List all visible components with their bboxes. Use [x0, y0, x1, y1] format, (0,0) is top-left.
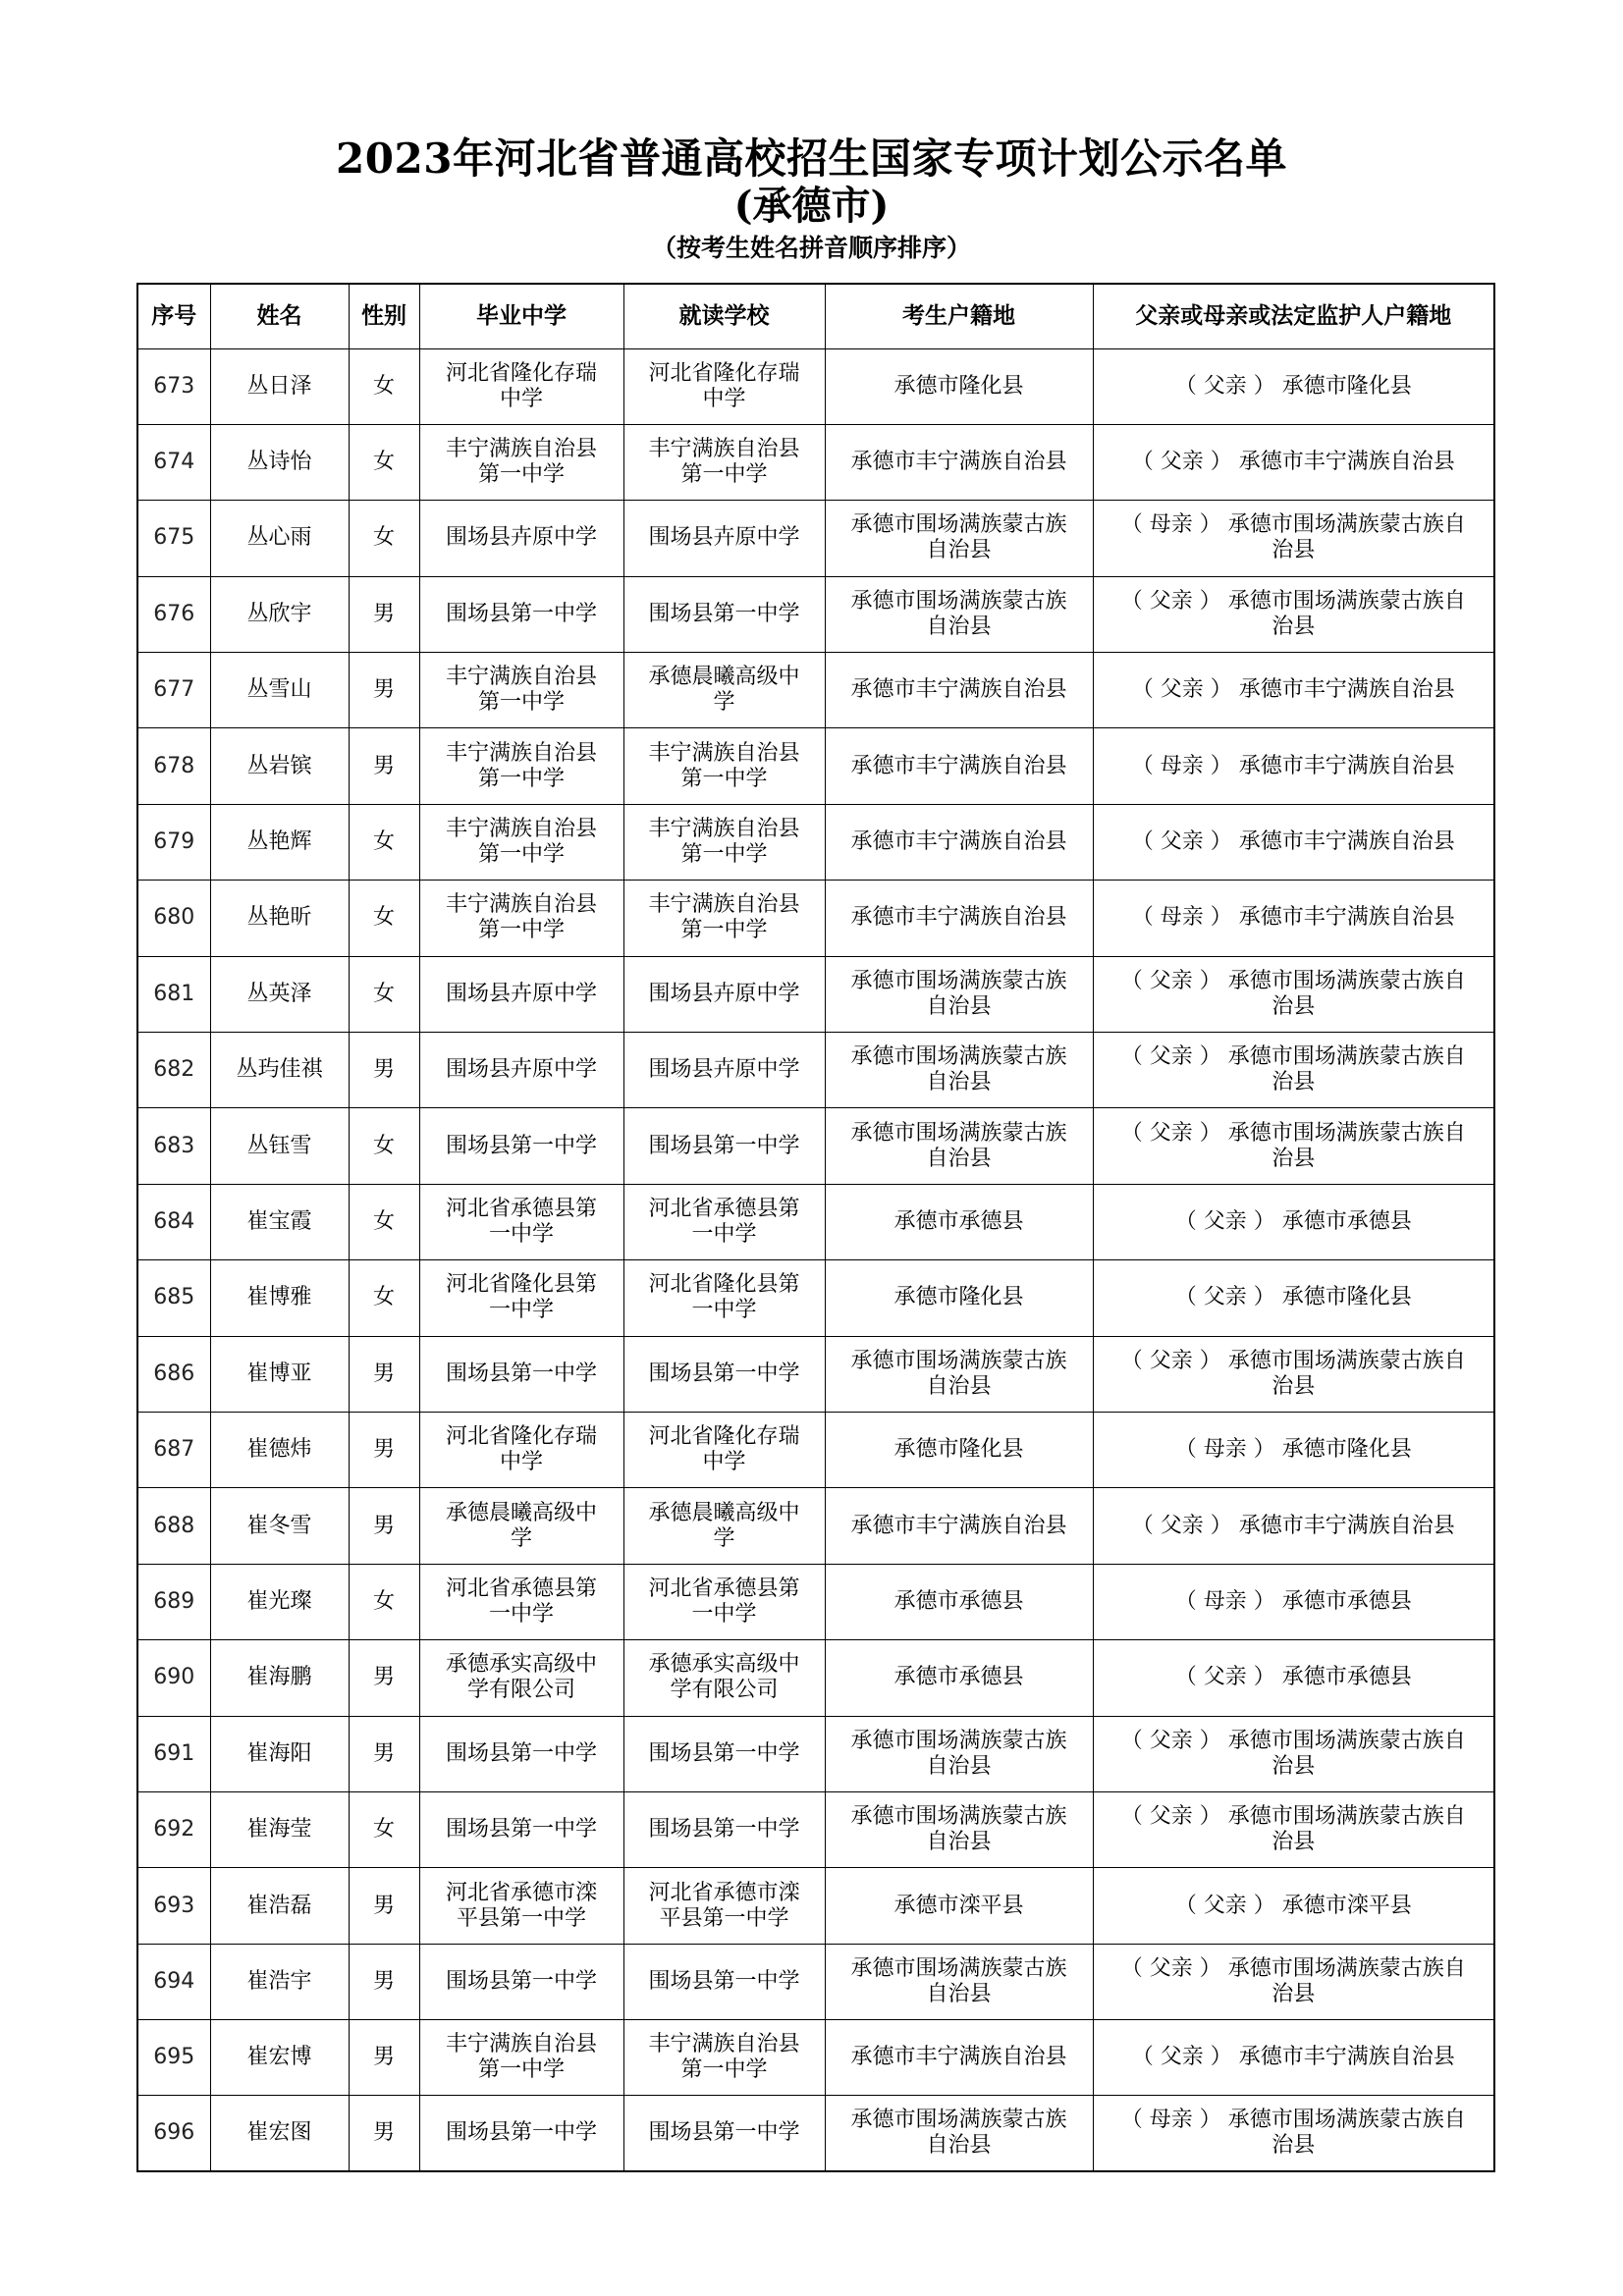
cell-name: 丛欣宇: [210, 576, 349, 652]
cell-gender: 女: [349, 881, 419, 956]
cell-student-hukou: 承德市承德县: [825, 1184, 1093, 1259]
header-gender: 性别: [349, 284, 419, 348]
cell-name: 丛英泽: [210, 956, 349, 1032]
header-name: 姓名: [210, 284, 349, 348]
cell-current-school: 河北省隆化县第一中学: [623, 1260, 825, 1336]
cell-current-school: 围场县第一中学: [623, 1716, 825, 1791]
cell-guardian-hukou: （ 父亲 ） 承德市丰宁满族自治县: [1093, 1488, 1494, 1564]
cell-student-hukou: 承德市丰宁满族自治县: [825, 881, 1093, 956]
cell-student-hukou: 承德市丰宁满族自治县: [825, 1488, 1093, 1564]
cell-gender: 女: [349, 1184, 419, 1259]
cell-gender: 女: [349, 1564, 419, 1639]
cell-gender: 男: [349, 2096, 419, 2171]
cell-no: 695: [137, 2020, 210, 2096]
admission-list-table: [136, 283, 1495, 2172]
cell-current-school: 围场县第一中学: [623, 1791, 825, 1867]
cell-gender: 女: [349, 804, 419, 880]
cell-no: 691: [137, 1716, 210, 1791]
cell-no: 676: [137, 576, 210, 652]
cell-graduated-school: 丰宁满族自治县第一中学: [419, 2020, 623, 2096]
cell-name: 崔宏博: [210, 2020, 349, 2096]
cell-current-school: 河北省隆化存瑞中学: [623, 348, 825, 424]
cell-graduated-school: 围场县第一中学: [419, 1336, 623, 1412]
cell-graduated-school: 围场县第一中学: [419, 1716, 623, 1791]
cell-guardian-hukou: （ 父亲 ） 承德市丰宁满族自治县: [1093, 653, 1494, 728]
cell-no: 688: [137, 1488, 210, 1564]
cell-gender: 女: [349, 424, 419, 500]
cell-name: 崔光璨: [210, 1564, 349, 1639]
cell-no: 674: [137, 424, 210, 500]
cell-no: 693: [137, 1868, 210, 1944]
cell-name: 崔海莹: [210, 1791, 349, 1867]
cell-no: 689: [137, 1564, 210, 1639]
table-row: [137, 1791, 1494, 1867]
cell-gender: 女: [349, 1108, 419, 1184]
cell-gender: 男: [349, 1944, 419, 2019]
table-row: [137, 1184, 1494, 1259]
cell-no: 692: [137, 1791, 210, 1867]
cell-no: 694: [137, 1944, 210, 2019]
cell-guardian-hukou: （ 父亲 ） 承德市围场满族蒙古族自治县: [1093, 1033, 1494, 1108]
cell-current-school: 围场县第一中学: [623, 1944, 825, 2019]
cell-current-school: 河北省承德县第一中学: [623, 1564, 825, 1639]
cell-graduated-school: 丰宁满族自治县第一中学: [419, 424, 623, 500]
cell-guardian-hukou: （ 父亲 ） 承德市围场满族蒙古族自治县: [1093, 956, 1494, 1032]
cell-current-school: 围场县第一中学: [623, 1108, 825, 1184]
table-row: [137, 1108, 1494, 1184]
cell-gender: 男: [349, 1716, 419, 1791]
cell-gender: 男: [349, 576, 419, 652]
cell-student-hukou: 承德市丰宁满族自治县: [825, 2020, 1093, 2096]
table-row: [137, 2020, 1494, 2096]
cell-no: 696: [137, 2096, 210, 2171]
table-header-row: [137, 284, 1494, 348]
cell-student-hukou: 承德市围场满族蒙古族自治县: [825, 956, 1093, 1032]
cell-gender: 女: [349, 501, 419, 576]
sort-order-note: （按考生姓名拼音顺序排序）: [651, 234, 971, 262]
table-row: [137, 1640, 1494, 1716]
cell-current-school: 围场县第一中学: [623, 2096, 825, 2171]
cell-guardian-hukou: （ 父亲 ） 承德市隆化县: [1093, 348, 1494, 424]
cell-gender: 女: [349, 1260, 419, 1336]
table-row: [137, 424, 1494, 500]
cell-current-school: 围场县第一中学: [623, 1336, 825, 1412]
cell-graduated-school: 承德承实高级中学有限公司: [419, 1640, 623, 1716]
cell-current-school: 丰宁满族自治县第一中学: [623, 728, 825, 804]
cell-guardian-hukou: （ 父亲 ） 承德市围场满族蒙古族自治县: [1093, 1336, 1494, 1412]
header-graduated-school: 毕业中学: [419, 284, 623, 348]
cell-no: 677: [137, 653, 210, 728]
table-row: [137, 653, 1494, 728]
cell-name: 丛日泽: [210, 348, 349, 424]
cell-name: 丛诗怡: [210, 424, 349, 500]
cell-name: 丛雪山: [210, 653, 349, 728]
cell-name: 崔宏图: [210, 2096, 349, 2171]
cell-graduated-school: 围场县第一中学: [419, 1944, 623, 2019]
cell-name: 崔德炜: [210, 1412, 349, 1487]
table-row: [137, 1868, 1494, 1944]
cell-gender: 男: [349, 2020, 419, 2096]
table-row: [137, 1564, 1494, 1639]
cell-guardian-hukou: （ 父亲 ） 承德市围场满族蒙古族自治县: [1093, 1716, 1494, 1791]
table-header: [137, 284, 1494, 348]
table-row: [137, 1033, 1494, 1108]
cell-graduated-school: 河北省隆化存瑞中学: [419, 1412, 623, 1487]
header-student-hukou: 考生户籍地: [825, 284, 1093, 348]
cell-current-school: 河北省承德市滦平县第一中学: [623, 1868, 825, 1944]
cell-current-school: 承德承实高级中学有限公司: [623, 1640, 825, 1716]
cell-graduated-school: 围场县卉原中学: [419, 1033, 623, 1108]
cell-graduated-school: 河北省隆化县第一中学: [419, 1260, 623, 1336]
table-row: [137, 728, 1494, 804]
table-row: [137, 956, 1494, 1032]
cell-guardian-hukou: （ 父亲 ） 承德市围场满族蒙古族自治县: [1093, 576, 1494, 652]
cell-graduated-school: 丰宁满族自治县第一中学: [419, 804, 623, 880]
cell-student-hukou: 承德市丰宁满族自治县: [825, 804, 1093, 880]
cell-current-school: 丰宁满族自治县第一中学: [623, 881, 825, 956]
table-row: [137, 1260, 1494, 1336]
cell-name: 丛钰雪: [210, 1108, 349, 1184]
cell-name: 丛玙佳祺: [210, 1033, 349, 1108]
cell-graduated-school: 河北省承德县第一中学: [419, 1184, 623, 1259]
document-subtitle-city: (承德市): [733, 183, 890, 229]
cell-current-school: 承德晨曦高级中学: [623, 653, 825, 728]
cell-graduated-school: 丰宁满族自治县第一中学: [419, 653, 623, 728]
cell-student-hukou: 承德市滦平县: [825, 1868, 1093, 1944]
table-row: [137, 576, 1494, 652]
cell-graduated-school: 河北省隆化存瑞中学: [419, 348, 623, 424]
cell-student-hukou: 承德市围场满族蒙古族自治县: [825, 501, 1093, 576]
cell-guardian-hukou: （ 母亲 ） 承德市丰宁满族自治县: [1093, 881, 1494, 956]
cell-no: 675: [137, 501, 210, 576]
cell-student-hukou: 承德市丰宁满族自治县: [825, 728, 1093, 804]
cell-no: 683: [137, 1108, 210, 1184]
cell-graduated-school: 承德晨曦高级中学: [419, 1488, 623, 1564]
cell-student-hukou: 承德市围场满族蒙古族自治县: [825, 2096, 1093, 2171]
cell-student-hukou: 承德市围场满族蒙古族自治县: [825, 1944, 1093, 2019]
cell-no: 679: [137, 804, 210, 880]
cell-student-hukou: 承德市围场满族蒙古族自治县: [825, 1336, 1093, 1412]
cell-current-school: 河北省隆化存瑞中学: [623, 1412, 825, 1487]
cell-guardian-hukou: （ 父亲 ） 承德市滦平县: [1093, 1868, 1494, 1944]
cell-current-school: 丰宁满族自治县第一中学: [623, 2020, 825, 2096]
cell-name: 崔博亚: [210, 1336, 349, 1412]
cell-gender: 男: [349, 1033, 419, 1108]
cell-current-school: 河北省承德县第一中学: [623, 1184, 825, 1259]
cell-current-school: 丰宁满族自治县第一中学: [623, 804, 825, 880]
table-row: [137, 348, 1494, 424]
cell-student-hukou: 承德市隆化县: [825, 348, 1093, 424]
cell-student-hukou: 承德市隆化县: [825, 1412, 1093, 1487]
cell-guardian-hukou: （ 父亲 ） 承德市隆化县: [1093, 1260, 1494, 1336]
cell-name: 丛岩镔: [210, 728, 349, 804]
cell-graduated-school: 围场县卉原中学: [419, 956, 623, 1032]
table-row: [137, 1716, 1494, 1791]
cell-guardian-hukou: （ 父亲 ） 承德市围场满族蒙古族自治县: [1093, 1791, 1494, 1867]
cell-current-school: 围场县卉原中学: [623, 956, 825, 1032]
cell-guardian-hukou: （ 父亲 ） 承德市围场满族蒙古族自治县: [1093, 1108, 1494, 1184]
cell-graduated-school: 围场县第一中学: [419, 576, 623, 652]
cell-guardian-hukou: （ 母亲 ） 承德市围场满族蒙古族自治县: [1093, 501, 1494, 576]
cell-guardian-hukou: （ 母亲 ） 承德市承德县: [1093, 1564, 1494, 1639]
cell-current-school: 承德晨曦高级中学: [623, 1488, 825, 1564]
cell-current-school: 围场县卉原中学: [623, 501, 825, 576]
cell-graduated-school: 围场县第一中学: [419, 1108, 623, 1184]
cell-name: 崔浩磊: [210, 1868, 349, 1944]
cell-guardian-hukou: （ 父亲 ） 承德市丰宁满族自治县: [1093, 804, 1494, 880]
cell-current-school: 丰宁满族自治县第一中学: [623, 424, 825, 500]
cell-no: 678: [137, 728, 210, 804]
table-row: [137, 501, 1494, 576]
cell-student-hukou: 承德市围场满族蒙古族自治县: [825, 1108, 1093, 1184]
cell-guardian-hukou: （ 父亲 ） 承德市围场满族蒙古族自治县: [1093, 1944, 1494, 2019]
cell-gender: 男: [349, 1640, 419, 1716]
cell-no: 684: [137, 1184, 210, 1259]
cell-graduated-school: 河北省承德县第一中学: [419, 1564, 623, 1639]
cell-guardian-hukou: （ 父亲 ） 承德市承德县: [1093, 1184, 1494, 1259]
cell-gender: 女: [349, 956, 419, 1032]
cell-guardian-hukou: （ 母亲 ） 承德市隆化县: [1093, 1412, 1494, 1487]
cell-current-school: 围场县卉原中学: [623, 1033, 825, 1108]
table-row: [137, 804, 1494, 880]
cell-student-hukou: 承德市围场满族蒙古族自治县: [825, 1791, 1093, 1867]
table-body: [137, 348, 1494, 2171]
cell-student-hukou: 承德市承德县: [825, 1640, 1093, 1716]
cell-guardian-hukou: （ 母亲 ） 承德市围场满族蒙古族自治县: [1093, 2096, 1494, 2171]
cell-gender: 男: [349, 728, 419, 804]
cell-no: 682: [137, 1033, 210, 1108]
cell-student-hukou: 承德市丰宁满族自治县: [825, 424, 1093, 500]
cell-graduated-school: 河北省承德市滦平县第一中学: [419, 1868, 623, 1944]
cell-gender: 男: [349, 1336, 419, 1412]
cell-guardian-hukou: （ 父亲 ） 承德市丰宁满族自治县: [1093, 2020, 1494, 2096]
cell-no: 685: [137, 1260, 210, 1336]
cell-graduated-school: 丰宁满族自治县第一中学: [419, 728, 623, 804]
cell-student-hukou: 承德市围场满族蒙古族自治县: [825, 1716, 1093, 1791]
cell-gender: 男: [349, 1488, 419, 1564]
cell-student-hukou: 承德市隆化县: [825, 1260, 1093, 1336]
cell-guardian-hukou: （ 父亲 ） 承德市丰宁满族自治县: [1093, 424, 1494, 500]
header-guardian-hukou: 父亲或母亲或法定监护人户籍地: [1093, 284, 1494, 348]
cell-no: 687: [137, 1412, 210, 1487]
table-row: [137, 1336, 1494, 1412]
cell-graduated-school: 围场县第一中学: [419, 1791, 623, 1867]
cell-no: 680: [137, 881, 210, 956]
cell-graduated-school: 丰宁满族自治县第一中学: [419, 881, 623, 956]
cell-name: 崔海阳: [210, 1716, 349, 1791]
cell-gender: 男: [349, 653, 419, 728]
cell-name: 崔浩宇: [210, 1944, 349, 2019]
table-row: [137, 1488, 1494, 1564]
cell-current-school: 围场县第一中学: [623, 576, 825, 652]
cell-no: 686: [137, 1336, 210, 1412]
cell-gender: 女: [349, 348, 419, 424]
table-row: [137, 1412, 1494, 1487]
cell-name: 崔冬雪: [210, 1488, 349, 1564]
cell-guardian-hukou: （ 母亲 ） 承德市丰宁满族自治县: [1093, 728, 1494, 804]
cell-no: 690: [137, 1640, 210, 1716]
cell-student-hukou: 承德市丰宁满族自治县: [825, 653, 1093, 728]
cell-guardian-hukou: （ 父亲 ） 承德市承德县: [1093, 1640, 1494, 1716]
cell-gender: 男: [349, 1412, 419, 1487]
cell-name: 崔海鹏: [210, 1640, 349, 1716]
cell-gender: 女: [349, 1791, 419, 1867]
cell-graduated-school: 围场县卉原中学: [419, 501, 623, 576]
cell-student-hukou: 承德市围场满族蒙古族自治县: [825, 1033, 1093, 1108]
cell-student-hukou: 承德市承德县: [825, 1564, 1093, 1639]
table-row: [137, 2096, 1494, 2171]
cell-name: 崔宝霞: [210, 1184, 349, 1259]
header-no: 序号: [137, 284, 210, 348]
cell-no: 673: [137, 348, 210, 424]
table-row: [137, 881, 1494, 956]
cell-name: 丛艳辉: [210, 804, 349, 880]
header-current-school: 就读学校: [623, 284, 825, 348]
cell-student-hukou: 承德市围场满族蒙古族自治县: [825, 576, 1093, 652]
cell-gender: 男: [349, 1868, 419, 1944]
cell-no: 681: [137, 956, 210, 1032]
table-row: [137, 1944, 1494, 2019]
cell-graduated-school: 围场县第一中学: [419, 2096, 623, 2171]
cell-name: 丛艳昕: [210, 881, 349, 956]
cell-name: 丛心雨: [210, 501, 349, 576]
document-title: 2023年河北省普通高校招生国家专项计划公示名单: [336, 134, 1287, 183]
cell-name: 崔博雅: [210, 1260, 349, 1336]
